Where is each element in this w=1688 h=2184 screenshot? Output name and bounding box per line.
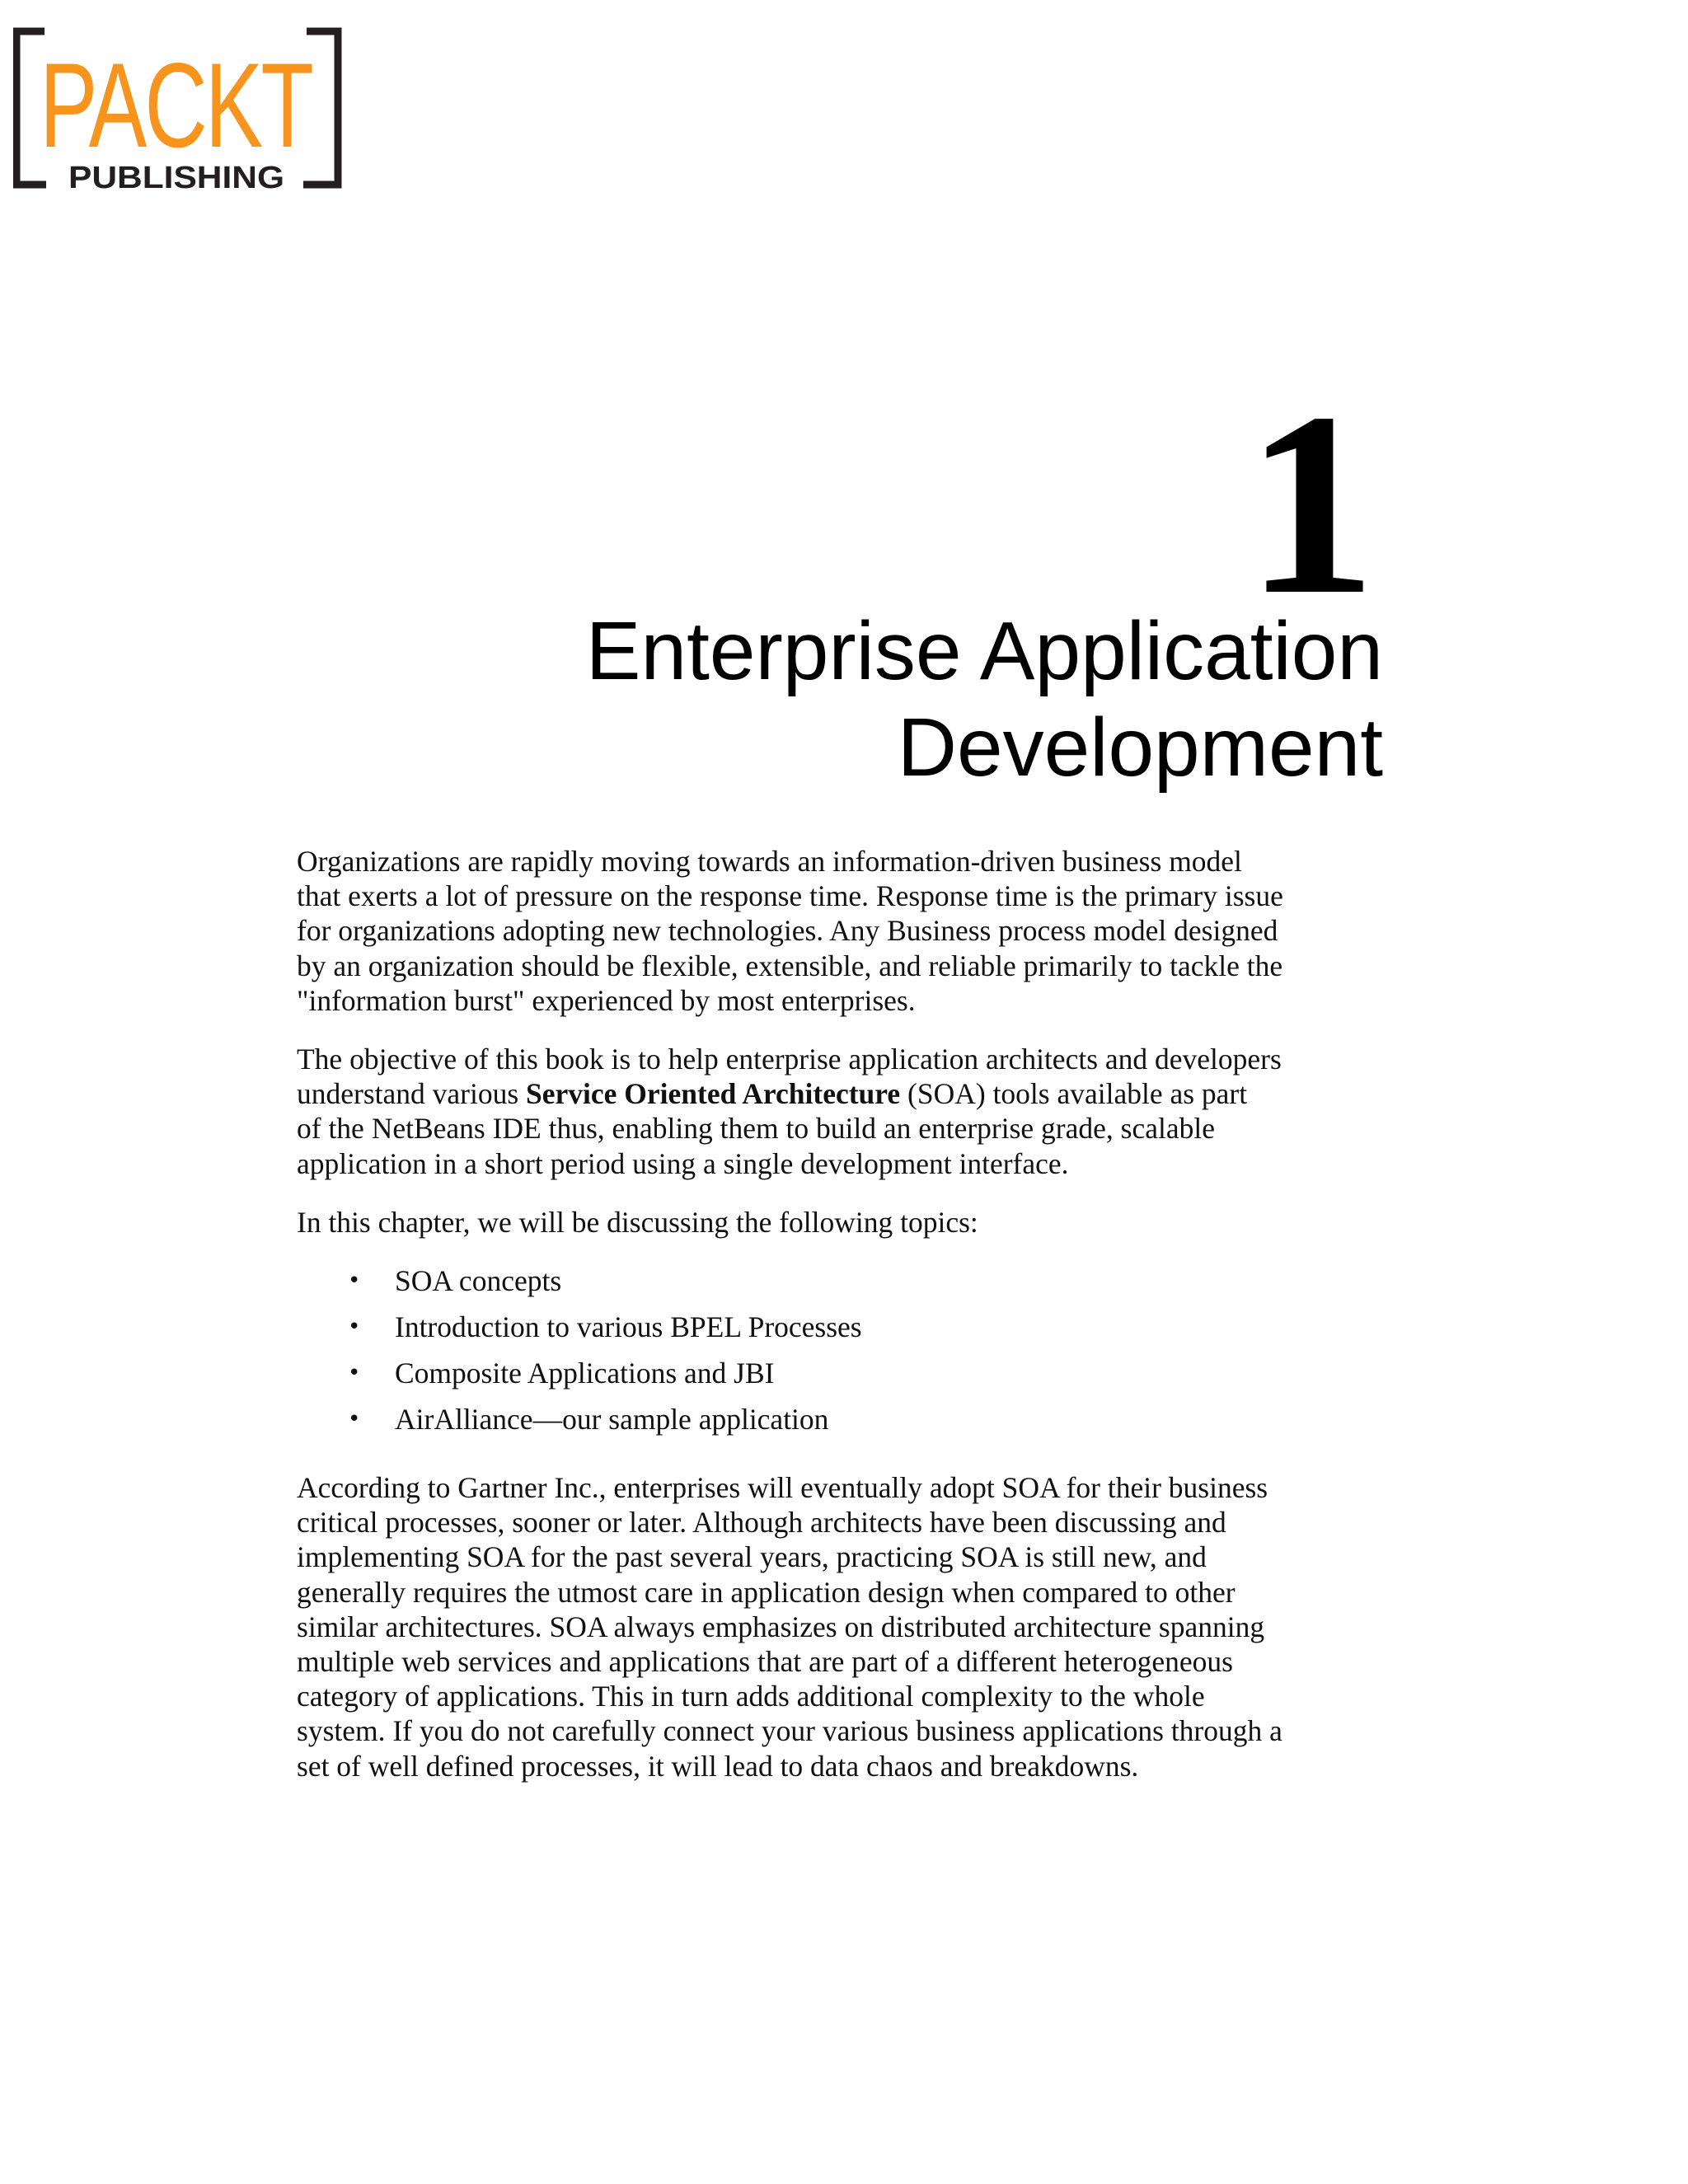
packt-publishing-logo — [13, 26, 345, 191]
chapter-number: 1 — [1245, 359, 1376, 649]
chapter-title — [586, 603, 1383, 796]
topics-list — [297, 1263, 1389, 1448]
logo-tagline-text: PUBLISHING — [68, 161, 284, 191]
bullet-icon: • — [348, 1268, 361, 1294]
logo-graphic — [13, 26, 345, 191]
list-item — [297, 1402, 1389, 1448]
paragraph-line: set of well defined processes, it will lead to data chaos and breakdowns. — [297, 1749, 1139, 1783]
chapter-title-line-1: Enterprise Application — [585, 605, 1383, 697]
paragraph-line: implementing SOA for the past several years, practicing SOA is still new, and — [297, 1540, 1207, 1574]
bullet-icon: • — [348, 1361, 361, 1386]
paragraph-line: for organizations adopting new technologies. Any Business process model designed — [297, 914, 1278, 948]
paragraph-line: category of applications. This in turn adds additional complexity to the whole — [297, 1680, 1205, 1713]
topics-intro-paragraph — [297, 1205, 1389, 1240]
bullet-icon: • — [348, 1407, 361, 1432]
paragraph-line — [297, 1076, 1389, 1111]
intro-paragraph — [297, 844, 1389, 1018]
soa-term-bold: Service Oriented Architecture — [526, 1077, 901, 1111]
paragraph-line: of the NetBeans IDE thus, enabling them to build an enterprise grade, scalable — [297, 1112, 1215, 1146]
paragraph-line: critical processes, sooner or later. Although architects have been discussing and — [297, 1506, 1226, 1540]
paragraph-line: by an organization should be flexible, extensible, and reliable primarily to tackle the — [297, 949, 1283, 982]
paragraph-line: application in a short period using a single development interface. — [297, 1146, 1069, 1180]
paragraph-line: multiple web services and applications that are part of a different heterogeneous — [297, 1645, 1233, 1679]
logo-brand-text: PACKT — [40, 38, 312, 172]
chapter-title-line-2: Development — [897, 701, 1383, 794]
objective-paragraph — [297, 1042, 1389, 1181]
paragraph-line: similar architectures. SOA always emphasizes on distributed architecture spanning — [297, 1610, 1265, 1643]
paragraph-line: In this chapter, we will be discussing the following topics: — [297, 1205, 978, 1239]
paragraph-line: generally requires the utmost care in application design when compared to other — [297, 1575, 1236, 1609]
paragraph-line: "information burst" experienced by most enterprises. — [297, 983, 916, 1017]
paragraph-line: Organizations are rapidly moving towards an information-driven business model — [297, 845, 1242, 878]
chapter-body — [297, 844, 1389, 1807]
list-item-text: AirAlliance—our sample application — [395, 1403, 829, 1436]
paragraph-text: understand various — [297, 1077, 527, 1111]
paragraph-line: The objective of this book is to help enterprise application architects and developers — [297, 1043, 1282, 1076]
paragraph-line: According to Gartner Inc., enterprises will eventually adopt SOA for their business — [297, 1471, 1268, 1505]
list-item — [297, 1263, 1389, 1310]
list-item — [297, 1356, 1389, 1402]
paragraph-line: system. If you do not carefully connect your various business applications through a — [297, 1714, 1282, 1748]
list-item — [297, 1310, 1389, 1356]
list-item-text: Composite Applications and JBI — [395, 1357, 775, 1390]
paragraph-line: that exerts a lot of pressure on the response time. Response time is the primary issue — [297, 879, 1283, 913]
list-item-text: SOA concepts — [395, 1264, 562, 1298]
paragraph-text: (SOA) tools available as part — [900, 1077, 1248, 1111]
list-item-text: Introduction to various BPEL Processes — [395, 1310, 862, 1344]
gartner-paragraph — [297, 1470, 1389, 1783]
bullet-icon: • — [348, 1315, 361, 1340]
